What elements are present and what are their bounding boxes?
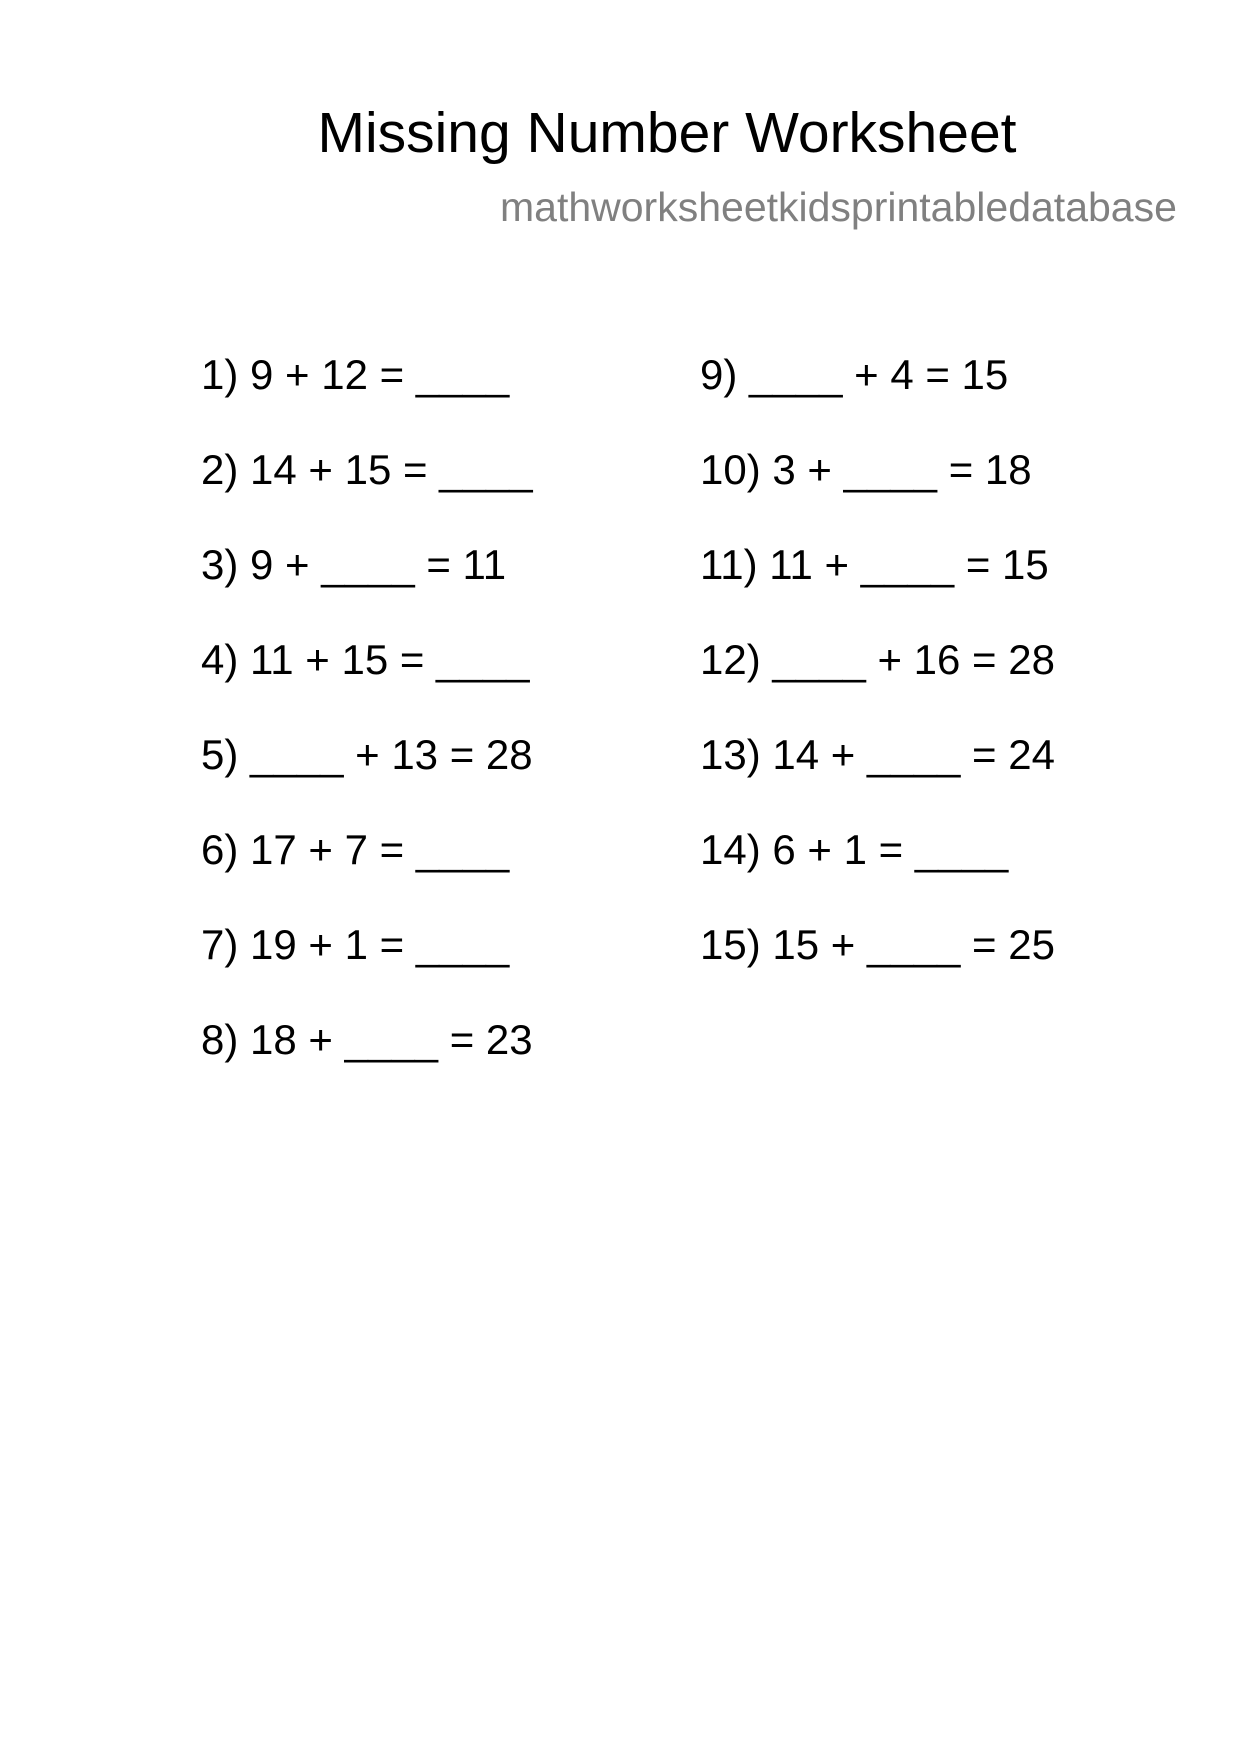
problem-8: 8) 18 + ____ = 23 xyxy=(201,1016,533,1063)
problem-14: 14) 6 + 1 = ____ xyxy=(700,826,1009,873)
problem-9: 9) ____ + 4 = 15 xyxy=(700,351,1009,398)
problem-11: 11) 11 + ____ = 15 xyxy=(700,541,1049,588)
problem-6: 6) 17 + 7 = ____ xyxy=(201,826,510,873)
problem-5: 5) ____ + 13 = 28 xyxy=(201,731,533,778)
watermark-subtitle: mathworksheetkidsprintabledatabase xyxy=(500,184,1177,230)
problem-3: 3) 9 + ____ = 11 xyxy=(201,541,507,588)
problem-4: 4) 11 + 15 = ____ xyxy=(201,636,530,683)
problem-13: 13) 14 + ____ = 24 xyxy=(700,731,1055,778)
worksheet-title: Missing Number Worksheet xyxy=(317,101,1017,165)
problem-15: 15) 15 + ____ = 25 xyxy=(700,921,1055,968)
problem-1: 1) 9 + 12 = ____ xyxy=(201,351,510,398)
problem-2: 2) 14 + 15 = ____ xyxy=(201,446,533,493)
problem-12: 12) ____ + 16 = 28 xyxy=(700,636,1055,683)
problem-10: 10) 3 + ____ = 18 xyxy=(700,446,1032,493)
problem-7: 7) 19 + 1 = ____ xyxy=(201,921,510,968)
